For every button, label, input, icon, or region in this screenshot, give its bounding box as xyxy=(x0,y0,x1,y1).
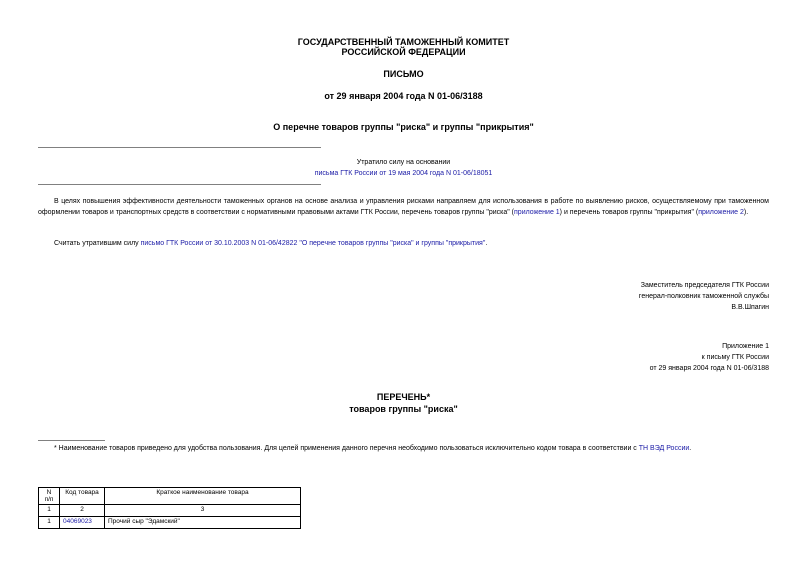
appendix-number: Приложение 1 xyxy=(722,343,769,350)
footnote xyxy=(54,445,774,452)
tn-ved-link[interactable]: ТН ВЭД России xyxy=(638,445,690,452)
paragraph-2 xyxy=(38,238,769,249)
table-numbering-row xyxy=(39,505,301,517)
row-code-link[interactable]: 04069023 xyxy=(60,517,105,529)
footnote-rule xyxy=(38,440,105,441)
numbering-cell: 2 xyxy=(60,505,105,517)
p1-text-3: ). xyxy=(743,209,749,216)
footnote-text: * Наименование товаров приведено для удобства пользования. Для целей применения данного перечня необходимо пользоваться исключительно кодом товара в соответствии с xyxy=(54,445,639,452)
list-title: ПЕРЕЧЕНЬ* xyxy=(376,392,431,402)
status-top-rule xyxy=(38,147,321,148)
appendix-block xyxy=(650,341,769,374)
header-name: Краткое наименование товара xyxy=(105,488,301,505)
doc-date-number: от 29 января 2004 года N 01-06/3188 xyxy=(324,91,483,101)
repealed-letter-link[interactable]: письмо ГТК России от 30.10.2003 N 01-06/42822 "О перечне товаров группы "риска" и группы "прикрытия" xyxy=(140,240,486,247)
status-bottom-rule xyxy=(38,184,321,185)
signature-position: Заместитель председателя ГТК России xyxy=(640,282,769,289)
header-code: Код товара xyxy=(60,488,105,505)
numbering-cell: 3 xyxy=(105,505,301,517)
p1-text-1: В целях повышения эффективности деятельности таможенных органов на основе анализа и управления рисками направляем для использования в работе по выявлению рисков, осуществляемому при таможенном оформлении товаров и транспортных средств в соответствии с нормативными правовыми актами ГТК России, перечень товаров группы "риска" ( xyxy=(38,198,769,216)
row-name: Прочий сыр "Эдамский" xyxy=(105,517,301,529)
list-subtitle: товаров группы "риска" xyxy=(349,404,458,414)
appendix-1-link[interactable]: приложение 1 xyxy=(514,209,560,216)
row-number: 1 xyxy=(39,517,60,529)
p2-text-1: Считать утратившим силу xyxy=(54,240,141,247)
p2-text-2: . xyxy=(485,240,488,247)
appendix-2-link[interactable]: приложение 2 xyxy=(698,209,744,216)
doc-type: ПИСЬМО xyxy=(383,69,424,79)
goods-table xyxy=(38,487,301,529)
org-title-line1: ГОСУДАРСТВЕННЫЙ ТАМОЖЕННЫЙ КОМИТЕТ xyxy=(297,37,510,47)
signature-rank: генерал-полковник таможенной службы xyxy=(638,293,769,300)
status-line: Утратило силу на основании xyxy=(356,159,451,166)
table-header-row xyxy=(39,488,301,505)
table-row xyxy=(39,517,301,529)
status-link[interactable]: письма ГТК России от 19 мая 2004 года N 01-06/18051 xyxy=(314,170,493,177)
header-number: N п/п xyxy=(39,488,60,505)
signature-name: В.В.Шпагин xyxy=(731,304,769,311)
appendix-date: от 29 января 2004 года N 01-06/3188 xyxy=(649,365,769,372)
signature-block xyxy=(639,280,769,313)
footnote-end: . xyxy=(689,445,692,452)
numbering-cell: 1 xyxy=(39,505,60,517)
org-title-line2: РОССИЙСКОЙ ФЕДЕРАЦИИ xyxy=(341,47,466,57)
doc-subject: О перечне товаров группы "риска" и группы "прикрытия" xyxy=(273,122,534,132)
p1-text-2: ) и перечень товаров группы "прикрытия" ( xyxy=(559,209,699,216)
appendix-ref: к письму ГТК России xyxy=(701,354,769,361)
paragraph-1 xyxy=(38,196,769,218)
